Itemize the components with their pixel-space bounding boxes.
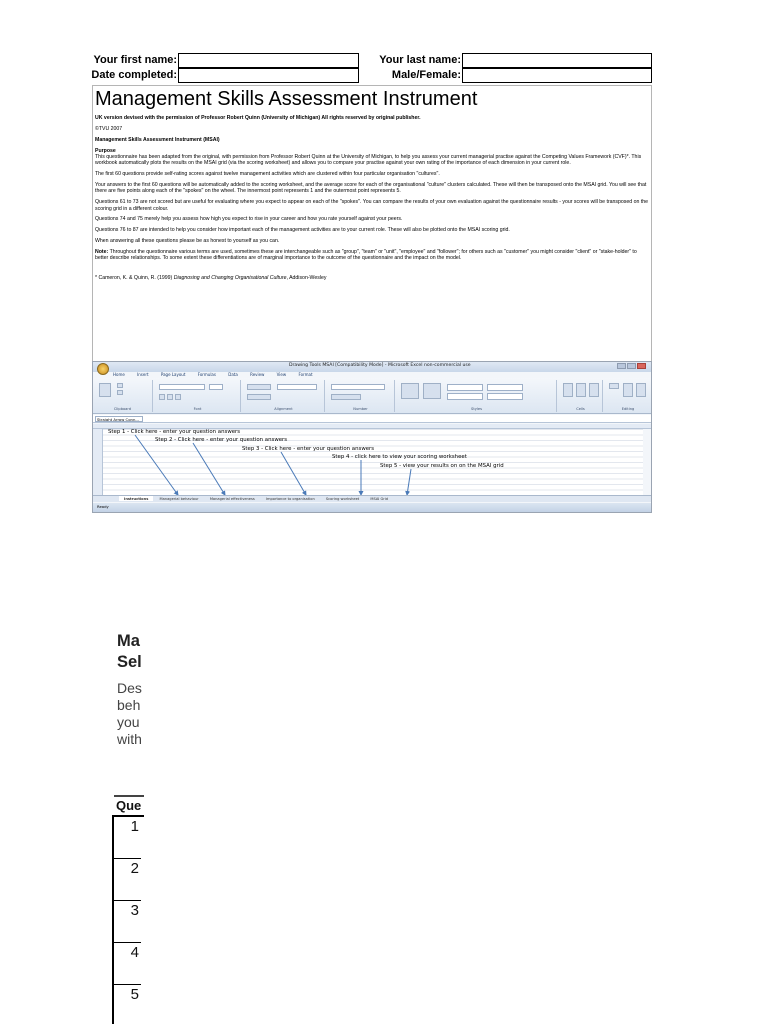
copyright: ©TVU 2007 [95, 125, 123, 132]
gender-input[interactable] [462, 68, 652, 83]
question-number: 2 [114, 859, 141, 901]
reference [95, 275, 649, 281]
last-name-input[interactable] [462, 53, 652, 68]
ribbon-tab-page-layout: Page Layout [160, 372, 186, 377]
step-5-arrow [407, 469, 411, 495]
description-line-4: with [117, 731, 142, 747]
excel-status-bar: Ready [93, 503, 651, 512]
note-text: Throughout the questionnaire various terms are used, sometimes these are interchangeable such as "group", "team" or "unit", "employee" and "follower"; for others such as "customer" you might consider "client" or "stake-holder" to better describe relationships. To some extent these differentiations are of marginal importance to the outcome of the questionnaire and the impact on the model. [95, 249, 637, 262]
page-title: Management Skills Assessment Instrument [95, 88, 478, 110]
step-2-label: Step 2 - Click here - enter your question answers [155, 437, 288, 443]
step-3-arrow [281, 452, 306, 495]
ribbon-tab-insert: Insert [137, 372, 149, 377]
version-line: UK version devised with the permission of Professor Robert Quinn (University of Michigan) All rights reserved by original publisher. [95, 115, 421, 121]
question-column-header: Que [116, 798, 142, 813]
msai-subtitle: Management Skills Assessment Instrument (MSAI) [95, 136, 220, 143]
ribbon-group-caption: Editing [621, 407, 635, 411]
name-box: Straight Arrow Conn... [95, 416, 143, 422]
sheet-tab-managerial-effectiveness: Managerial effectiveness [209, 497, 255, 501]
step-3-label: Step 3 - Click here - enter your question answers [242, 446, 375, 452]
question-header-rule [114, 795, 144, 797]
sheet-tab-msai-grid: MSAI Grid [370, 497, 389, 501]
ribbon-group-caption: Clipboard [113, 407, 132, 411]
last-name-label: Your last name: [379, 54, 461, 66]
note-paragraph [95, 249, 649, 262]
step-2-arrow [193, 443, 225, 495]
ribbon-group-caption: Cells [576, 407, 585, 411]
question-number: 1 [114, 817, 141, 859]
sheet-tab-managerial-behaviour: Managerial behaviour [159, 497, 199, 501]
ribbon-tab-format: Format [298, 372, 313, 377]
excel-window-title: Drawing Tools MSAI [Compatibility Mode] - Microsoft Excel non-commercial use [289, 363, 471, 368]
ribbon-tab-data: Data [228, 372, 238, 377]
paragraph-3: Questions 61 to 73 are not scored but are useful for evaluating where you expect to appear on each of the "spokes". You can compare the results of your own evaluation against the questionnaire results - your scores will be transposed on the scoring grid in a different colour. [95, 199, 649, 212]
ribbon-group-caption: Alignment [274, 407, 293, 411]
ribbon-group-caption: Styles [471, 407, 482, 411]
paragraph-6: When answering all these questions please be as honest to yourself as you can. [95, 238, 280, 245]
ribbon-tab-view: View [276, 372, 287, 377]
step-1-arrow [135, 435, 178, 495]
question-number: 4 [114, 943, 141, 985]
sheet-tab-importance: Importance to organisation [265, 497, 315, 501]
ribbon-tab-formulas: Formulas [197, 372, 216, 377]
sheet-tabs [93, 495, 651, 502]
instructions-panel [92, 85, 652, 362]
sheet-tab-instructions: Instructions [119, 496, 153, 501]
paragraph-4: Questions 74 and 75 merely help you assess how high you expect to rise in your career and how you rate yourself against your peers. [95, 216, 403, 223]
description-line-3: you [117, 714, 140, 730]
section-title-line-1: Ma [117, 632, 140, 650]
paragraph-5: Questions 76 to 87 are intended to help you consider how important each of the management activities are to your current role. These will also be plotted onto the MSAI scoring grid. [95, 227, 510, 234]
step-5-label: Step 5 - view your results on on the MSAI grid [380, 463, 504, 469]
ribbon-group-caption: Font [193, 407, 202, 411]
description-line-2: beh [117, 697, 141, 713]
ribbon-tab-review: Review [250, 372, 265, 377]
section-title [117, 631, 144, 673]
reference-suffix: , Addison-Wesley [286, 275, 327, 282]
first-name-input[interactable] [178, 53, 359, 68]
purpose-heading: Purpose [95, 147, 116, 154]
first-name-label: Your first name: [93, 54, 177, 66]
paragraph-2: Your answers to the first 60 questions will be automatically added to the scoring worksheet, and the average score for each of the organisational "culture" clusters calculated. These will then be transposed onto the MSAI grid. You will see that there are five points along each of the "spokes" on the wheel. The innermost point represents 1 and the outermost point represents 5. [95, 182, 647, 195]
ribbon-tab-home: Home [113, 372, 125, 377]
section-description [117, 680, 143, 748]
purpose-block [95, 148, 649, 167]
question-number: 3 [114, 901, 141, 943]
note-label: Note: [95, 249, 109, 256]
step-4-label: Step 4 - click here to view your scoring worksheet [332, 454, 467, 460]
step-1-label: Step 1 - Click here - enter your question answers [108, 429, 241, 435]
sheet-tab-scoring-worksheet: Scoring worksheet [325, 497, 360, 501]
paragraph-1: The first 60 questions provide self-rating scores against twelve management activities which are clustered within four particular organisation "cultures". [95, 171, 440, 178]
description-line-1: Des [117, 680, 142, 696]
reference-prefix: * Cameron, K. & Quinn, R. (1999) [95, 275, 174, 282]
section-title-line-2: Sel [117, 653, 142, 671]
date-completed-input[interactable] [178, 68, 359, 83]
reference-title: Diagnosing and Changing Organisational Culture [173, 275, 287, 282]
purpose-text: This questionnaire has been adapted from the original, with permission from Professor Robert Quinn at the University of Michigan, to help you assess your current managerial practise against the Competing Values Framework (CVF)*. This workbook automatically plots the results on the MSAI grid (via the scoring worksheet) and allows you to compare your practise against your own rating of the importance of each dimension in your current role. [95, 153, 642, 167]
date-completed-label: Date completed: [91, 69, 177, 81]
gender-label: Male/Female: [391, 69, 461, 81]
ribbon-group-caption: Number [353, 407, 368, 411]
excel-screenshot [92, 361, 652, 513]
question-number: 5 [130, 986, 139, 1003]
step-arrows [93, 362, 651, 512]
